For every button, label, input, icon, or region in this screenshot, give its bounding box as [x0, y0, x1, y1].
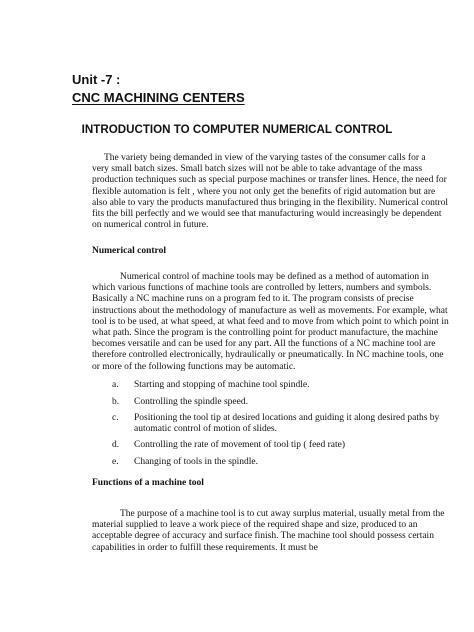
- chapter-title: CNC MACHINING CENTERS: [72, 90, 245, 105]
- paragraph-line: which various functions of machine tools are controlled by letters, numbers and symbols.: [92, 283, 432, 294]
- paragraph-line: acceptable degree of accuracy and surface finish. The machine tool should possess certain: [92, 531, 434, 542]
- paragraph-line: production techniques such as special purpose machines or transfer lines. Hence, the need for: [92, 175, 447, 186]
- functions-heading: Functions of a machine tool: [92, 478, 204, 488]
- functions-paragraph: [92, 509, 445, 554]
- list-marker: d.: [112, 440, 120, 450]
- list-item-text: [134, 413, 439, 435]
- paragraph-line: instructions about the methodology of manufacture as well as movements. For example, what: [92, 305, 448, 316]
- list-item-line: automatic control of motion of slides.: [134, 424, 278, 434]
- paragraph-line: The variety being demanded in view of the varying tastes of the consumer calls for a: [104, 153, 426, 163]
- paragraph-line: also able to vary the products manufactured thus bringing in the flexibility. Numerical control: [92, 197, 449, 208]
- paragraph-line: what path. Since the program is the controlling point for product manufacture, the machine: [92, 328, 438, 339]
- list-marker: c.: [112, 413, 119, 423]
- paragraph-line: capabilities in order to fulfill these requirements. It must be: [92, 542, 318, 553]
- paragraph-line: flexible automation is felt , where you not only get the benefits of rigid automation but are: [92, 186, 436, 197]
- list-item-line: Controlling the rate of movement of tool tip ( feed rate): [134, 440, 346, 450]
- list-item-line: Controlling the spindle speed.: [134, 397, 248, 407]
- list-item-line: Changing of tools in the spindle.: [134, 457, 259, 467]
- section-title: INTRODUCTION TO COMPUTER NUMERICAL CONTROL: [81, 123, 393, 136]
- list-item-text: [134, 440, 345, 451]
- list-item-line: Starting and stopping of machine tool spindle.: [134, 380, 310, 390]
- paragraph-line: tool is to be used, at what speed, at what feed and to move from which point to which point in: [92, 316, 449, 327]
- paragraph-line: becomes versatile and can be used for any part. All the functions of a NC machine tool are: [92, 339, 436, 350]
- paragraph-line: material supplied to leave a work piece of the required shape and size, produced to an: [92, 520, 418, 531]
- list-marker: a.: [112, 380, 119, 390]
- intro-paragraph: [92, 153, 449, 231]
- list-item-text: [134, 457, 258, 468]
- paragraph-line: The purpose of a machine tool is to cut away surplus material, usually metal from the: [120, 509, 445, 519]
- unit-title: Unit -7 :: [72, 72, 121, 87]
- paragraph-line: or more of the following functions may be automatic.: [92, 361, 296, 372]
- paragraph-line: fits the bill perfectly and we would see that manufacturing would increasingly be dependent: [92, 209, 442, 220]
- list-marker: e.: [112, 457, 119, 467]
- paragraph-line: Basically a NC machine runs on a program fed to it. The program consists of precise: [92, 294, 414, 305]
- paragraph-line: therefore controlled electronically, hydraulically or pneumatically. In NC machine tools, one: [92, 350, 444, 361]
- paragraph-line: very small batch sizes. Small batch sizes will not be able to take advantage of the mass: [92, 164, 423, 175]
- numerical-control-paragraph: [92, 272, 449, 373]
- list-marker: b.: [112, 397, 120, 407]
- paragraph-line: on numerical control in future.: [92, 220, 209, 231]
- numerical-control-heading: Numerical control: [92, 246, 166, 256]
- list-item-text: [134, 380, 309, 391]
- paragraph-line: Numerical control of machine tools may be defined as a method of automation in: [120, 272, 429, 282]
- list-item-text: [134, 397, 248, 408]
- list-item-line: Positioning the tool tip at desired locations and guiding it along desired paths by: [134, 413, 440, 423]
